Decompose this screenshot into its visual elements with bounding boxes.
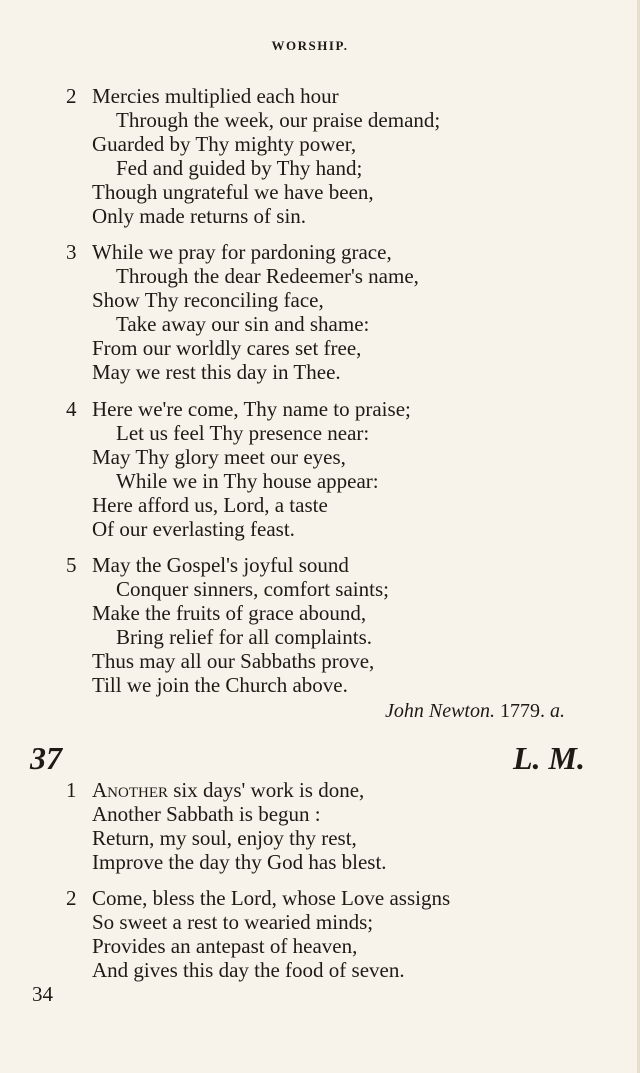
stanza-line: Only made returns of sin.: [92, 204, 307, 228]
stanza-number: 5: [66, 553, 77, 577]
stanza-line: Thus may all our Sabbaths prove,: [92, 649, 375, 673]
stanza-line: From our worldly cares set free,: [92, 336, 362, 360]
stanza-5: [66, 553, 586, 697]
stanza-line: 5 May the Gospel's joyful sound: [66, 553, 349, 577]
stanza-number: 1: [66, 778, 77, 802]
first-word: Another: [92, 778, 168, 802]
stanza-number: 2: [66, 886, 77, 910]
stanza-line: So sweet a rest to wearied minds;: [92, 910, 374, 934]
hymn-number: 37: [30, 740, 62, 776]
stanza-line: Conquer sinners, comfort saints;: [116, 577, 389, 601]
stanza-line: Fed and guided by Thy hand;: [116, 156, 363, 180]
stanza-line: 2 Mercies multiplied each hour: [66, 84, 339, 108]
stanza-line: Make the fruits of grace abound,: [92, 601, 367, 625]
stanza-line: Of our everlasting feast.: [92, 517, 295, 541]
stanza-number: 4: [66, 397, 77, 421]
stanza-line: 4 Here we're come, Thy name to praise;: [66, 397, 411, 421]
attribution-mark: a.: [550, 700, 565, 722]
stanza-line: May Thy glory meet our eyes,: [92, 445, 346, 469]
stanza-line: Take away our sin and shame:: [116, 312, 370, 336]
stanza-number: 3: [66, 240, 77, 264]
stanza-line: Bring relief for all complaints.: [116, 625, 373, 649]
attribution-author: John Newton.: [385, 700, 495, 722]
stanza-line: Till we join the Church above.: [92, 673, 348, 697]
stanza-line: Another Sabbath is begun :: [92, 802, 321, 826]
attribution-year: 1779.: [500, 700, 545, 722]
stanza-3: [66, 240, 586, 384]
hymn-37-stanza-2: [66, 886, 586, 982]
attribution: [300, 700, 565, 723]
stanza-line: 2 Come, bless the Lord, whose Love assigns: [66, 886, 451, 910]
stanza-line: Though ungrateful we have been,: [92, 180, 374, 204]
hymn-37-stanza-1: [66, 778, 586, 874]
stanza-line: 1 Another six days' work is done,: [66, 778, 365, 802]
stanza-line: And gives this day the food of seven.: [92, 958, 405, 982]
stanza-line: Provides an antepast of heaven,: [92, 934, 358, 958]
stanza-line: Guarded by Thy mighty power,: [92, 132, 357, 156]
stanza-number: 2: [66, 84, 77, 108]
hymn-meter: L. M.: [513, 740, 585, 776]
stanza-line: Show Thy reconciling face,: [92, 288, 324, 312]
stanza-line: While we in Thy house appear:: [116, 469, 379, 493]
stanza-line: Return, my soul, enjoy thy rest,: [92, 826, 357, 850]
running-head: WORSHIP.: [271, 38, 349, 53]
stanza-line: Let us feel Thy presence near:: [116, 421, 370, 445]
stanza-line: Through the dear Redeemer's name,: [116, 264, 419, 288]
stanza-line: Through the week, our praise demand;: [116, 108, 441, 132]
stanza-line: 3 While we pray for pardoning grace,: [66, 240, 392, 264]
page-number: 34: [32, 982, 53, 1006]
stanza-2: [66, 84, 586, 228]
stanza-line: Improve the day thy God has blest.: [92, 850, 387, 874]
stanza-4: [66, 397, 586, 541]
stanza-line: May we rest this day in Thee.: [92, 360, 341, 384]
stanza-line: Here afford us, Lord, a taste: [92, 493, 328, 517]
